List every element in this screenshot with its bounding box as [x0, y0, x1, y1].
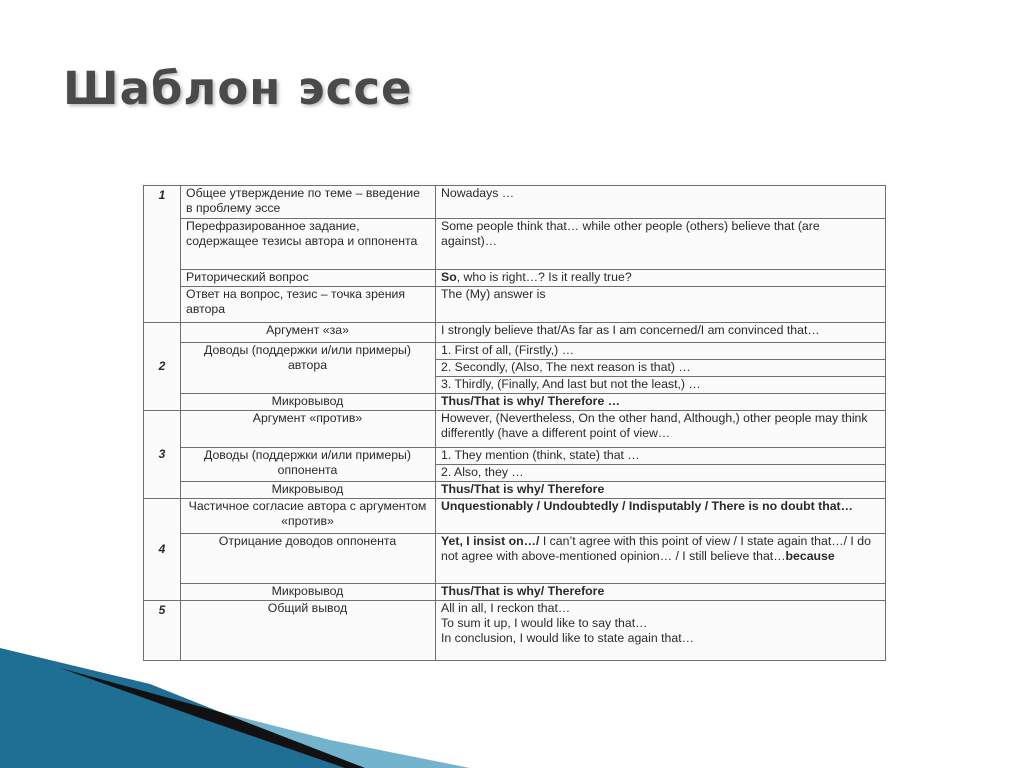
row-label: Общее утверждение по теме – введение в проблему эссе [181, 186, 436, 219]
row-content: The (My) answer is [436, 287, 886, 323]
row-content: Some people think that… while other people (others) believe that (are against)… [436, 219, 886, 270]
table-row [144, 270, 886, 287]
row-content: Nowadays … [436, 186, 886, 219]
table-row [144, 219, 886, 270]
section-number: 4 [144, 499, 181, 601]
row-label: Аргумент «против» [181, 411, 436, 448]
row-content: 2. Secondly, (Also, The next reason is that) … [436, 360, 886, 377]
slide-title: Шаблон эссе [63, 62, 413, 115]
row-label: Микровывод [181, 584, 436, 601]
decorative-swoosh [0, 640, 1024, 768]
section-number: 1 [144, 186, 181, 323]
table-row [144, 448, 886, 465]
table-row [144, 343, 886, 360]
table-row [144, 584, 886, 601]
row-content: 1. First of all, (Firstly,) … [436, 343, 886, 360]
section-number: 5 [144, 601, 181, 661]
conclusion-line: All in all, I reckon that… [441, 601, 571, 615]
content-bold: Yet, I insist on…/ [441, 534, 540, 548]
content-text: , who is right…? Is it really true? [456, 270, 632, 284]
row-label: Аргумент «за» [181, 323, 436, 343]
row-label: Доводы (поддержки и/или примеры) оппонента [181, 448, 436, 482]
table-row [144, 186, 886, 219]
row-label: Общий вывод [181, 601, 436, 661]
row-content: Thus/That is why/ Therefore [436, 482, 886, 499]
row-content: Thus/That is why/ Therefore [436, 584, 886, 601]
row-content: Unquestionably / Undoubtedly / Indisputably / There is no doubt that… [436, 499, 886, 534]
row-label: Микровывод [181, 482, 436, 499]
content-text: I can’t agree with this point of view / I state again that…/ I do not agree with above-mentioned opinion… / I still believe that… [441, 534, 871, 563]
row-label: Ответ на вопрос, тезис – точка зрения автора [181, 287, 436, 323]
section-number: 3 [144, 411, 181, 499]
row-label: Частичное согласие автора с аргументом «против» [181, 499, 436, 534]
row-content [436, 534, 886, 584]
essay-template-table [143, 185, 886, 661]
row-content: 3. Thirdly, (Finally, And last but not the least,) … [436, 377, 886, 394]
row-content: 2. Also, they … [436, 465, 886, 482]
row-content [436, 270, 886, 287]
row-content: I strongly believe that/As far as I am concerned/I am convinced that… [436, 323, 886, 343]
row-label: Доводы (поддержки и/или примеры) автора [181, 343, 436, 394]
conclusion-line: To sum it up, I would like to say that… [441, 616, 648, 630]
conclusion-line: In conclusion, I would like to state again that… [441, 631, 694, 645]
table-row [144, 287, 886, 323]
table-row [144, 482, 886, 499]
table-row [144, 411, 886, 448]
table-row [144, 534, 886, 584]
row-label: Риторический вопрос [181, 270, 436, 287]
table-row [144, 499, 886, 534]
table-row [144, 394, 886, 411]
row-content: 1. They mention (think, state) that … [436, 448, 886, 465]
section-number: 2 [144, 323, 181, 411]
row-label: Микровывод [181, 394, 436, 411]
row-content: Thus/That is why/ Therefore … [436, 394, 886, 411]
row-content: However, (Nevertheless, On the other hand, Although,) other people may think differently (have a different point of view… [436, 411, 886, 448]
row-label: Перефразированное задание, содержащее тезисы автора и оппонента [181, 219, 436, 270]
content-bold: So [441, 270, 457, 284]
row-label: Отрицание доводов оппонента [181, 534, 436, 584]
content-bold-because: because [785, 549, 835, 563]
table-row [144, 323, 886, 343]
